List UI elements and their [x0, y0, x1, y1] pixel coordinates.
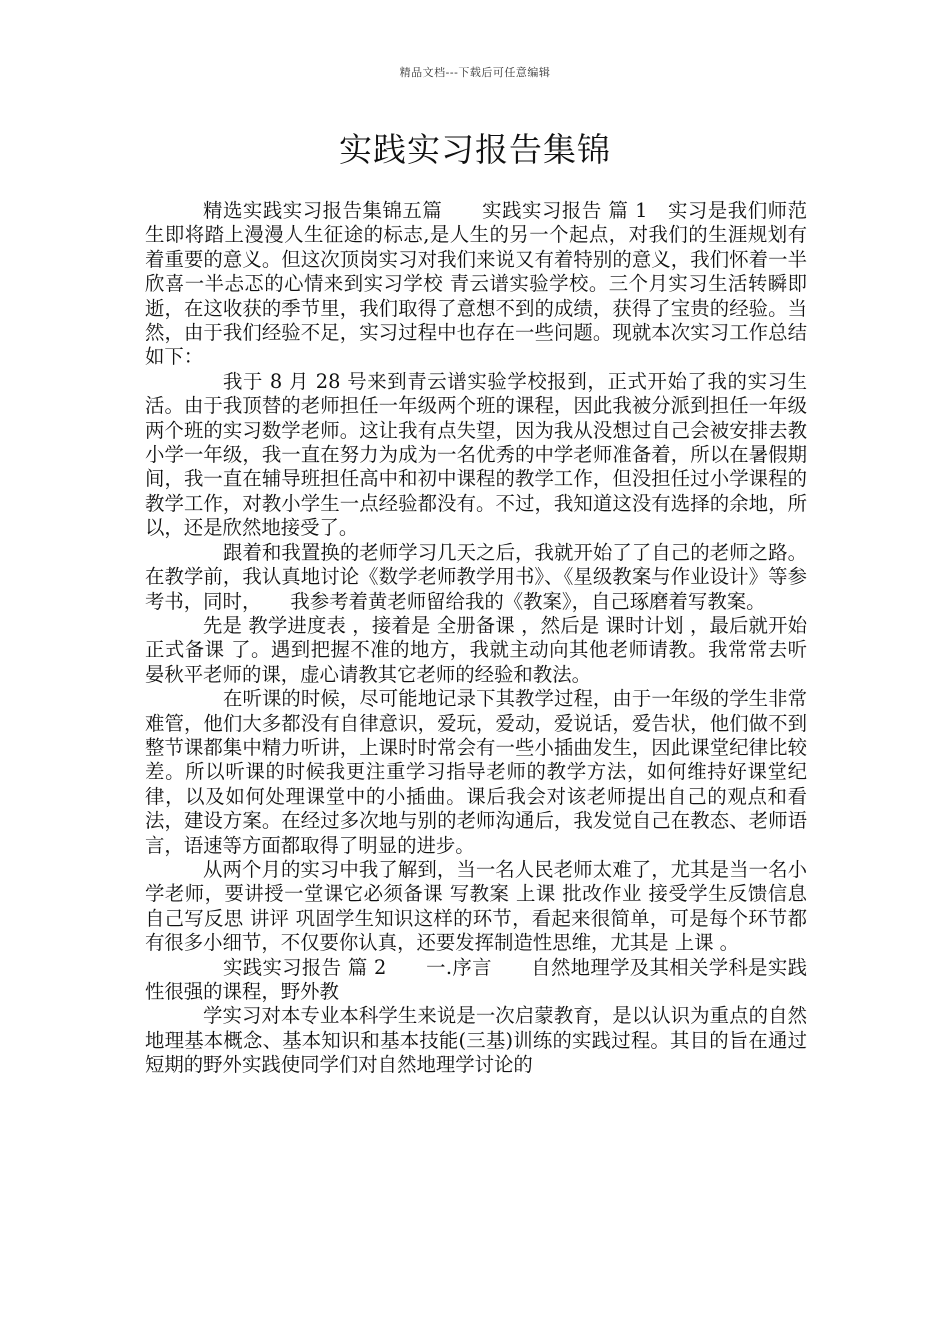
paragraph-report-2-heading: 实践实习报告 篇 2 一.序言 自然地理学及其相关学科是实践性很强的课程，野外教 [145, 955, 807, 1003]
document-body [145, 199, 807, 1078]
paragraph-arrival: 我于 8 月 28 号来到青云谱实验学校报到，正式开始了我的实习生活。由于我顶替的老师担任一年级两个班的课程，因此我被分派到担任一年级两个班的实习数学老师。这让我有点失望，因为我从没想过自己会被安排去教小学一年级，我一直在努力为成为一名优秀的中学老师准备着，所以在暑假期间，我一直在辅导班担任高中和初中课程的教学工作，但没担任过小学课程的教学工作，对教小学生一点经验都没有。不过，我知道这没有选择的余地，所以，还是欣然地接受了。 [145, 369, 807, 540]
document-title: 实践实习报告集锦 [339, 130, 611, 169]
page-header-note: 精品文档---下载后可任意编辑 [399, 66, 551, 79]
paragraph-reflection: 从两个月的实习中我了解到，当一名人民老师太难了，尤其是当一名小学老师，要讲授一堂课它必须备课 写教案 上课 批改作业 接受学生反馈信息 自己写反思 讲评 巩固学生知识这样的环节，看起来很简单，可是每个环节都有很多小细节，不仅要你认真，还要发挥制造性思维，尤其是 上课 。 [145, 857, 807, 955]
paragraph-report-2-body: 学实习对本专业本科学生来说是一次启蒙教育，是以认识为重点的自然地理基本概念、基本知识和基本技能(三基)训练的实践过程。其目的旨在通过短期的野外实践使同学们对自然地理学讨论的 [145, 1004, 807, 1077]
paragraph-teaching-start: 跟着和我置换的老师学习几天之后，我就开始了了自己的老师之路。在教学前，我认真地讨论《数学老师教学用书》、《星级教案与作业设计》等参考书，同时， 我参考着黄老师留给我的《教案》，自己琢磨着写教案。 [145, 540, 807, 613]
paragraph-lesson-prep: 先是 教学进度表 ，接着是 全册备课 ，然后是 课时计划 ，最后就开始 正式备课 了。遇到把握不准的地方，我就主动向其他老师请教。我常常去听晏秋平老师的课，虚心请教其它老师的经验和教法。 [145, 613, 807, 686]
paragraph-observation: 在听课的时候，尽可能地记录下其教学过程，由于一年级的学生非常难管，他们大多都没有自律意识，爱玩，爱动，爱说话，爱告状，他们做不到整节课都集中精力听讲，上课时时常会有一些小插曲发生，因此课堂纪律比较差。所以听课的时候我更注重学习指导老师的教学方法，如何维持好课堂纪律，以及如何处理课堂中的小插曲。课后我会对该老师提出自己的观点和看法，建设方案。在经过多次地与别的老师沟通后，我发觉自己在教态、老师语言，语速等方面都取得了明显的进步。 [145, 687, 807, 857]
paragraph-intro: 精选实践实习报告集锦五篇 实践实习报告 篇 1 实习是我们师范生即将踏上漫漫人生征途的标志,是人生的另一个起点，对我们的生涯规划有着重要的意义。但这次顶岗实习对我们来说又有着特别的意义，我们怀着一半欣喜一半忐忑的心情来到实习学校 青云谱实验学校。三个月实习生活转瞬即逝，在这收获的季节里，我们取得了意想不到的成绩，获得了宝贵的经验。当然，由于我们经验不足，实习过程中也存在一些问题。现就本次实习工作总结如下： [145, 199, 807, 369]
